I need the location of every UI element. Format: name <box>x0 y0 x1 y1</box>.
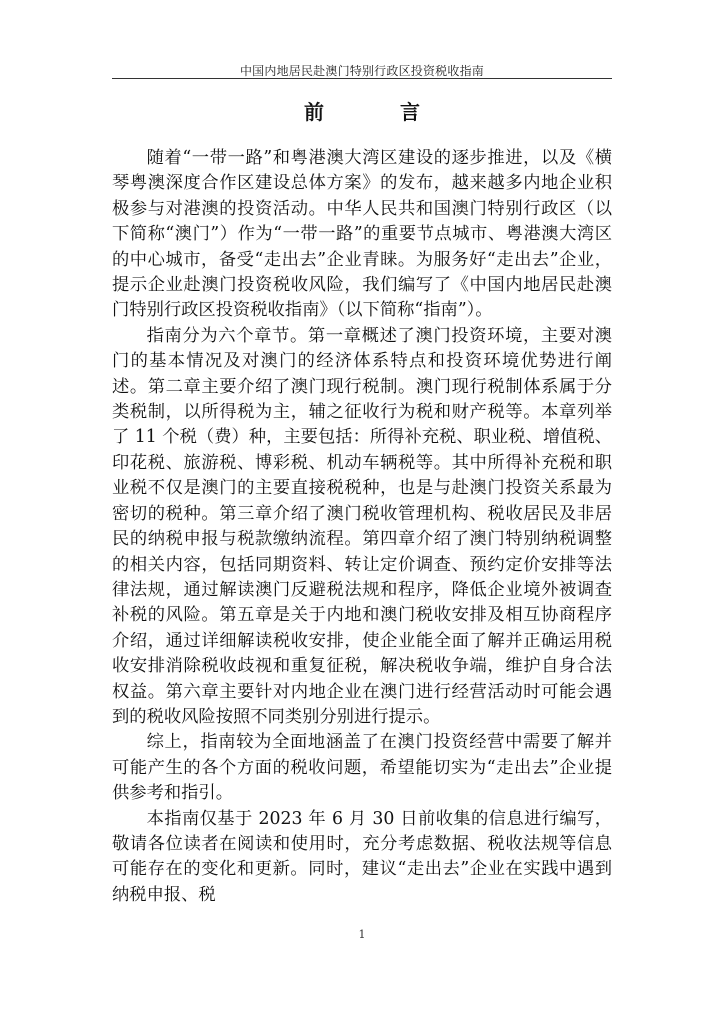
running-header: 中国内地居民赴澳门特别行政区投资税收指南 <box>239 64 484 78</box>
body-text <box>112 146 612 908</box>
paragraph-intro: 随着“一带一路”和粤港澳大湾区建设的逐步推进，以及《横琴粤澳深度合作区建设总体方案》的发布，越来越多内地企业积极参与对港澳的投资活动。中华人民共和国澳门特别行政区（以下简称“澳门”）作为“一带一路”的重要节点城市、粤港澳大湾区的中心城市，备受“走出去”企业青睐。为服务好“走出去”企业，提示企业赴澳门投资税收风险，我们编写了《中国内地居民赴澳门特别行政区投资税收指南》（以下简称“指南”）。 <box>112 148 612 321</box>
paragraph-chapters: 指南分为六个章节。第一章概述了澳门投资环境，主要对澳门的基本情况及对澳门的经济体系特点和投资环境优势进行阐述。第二章主要介绍了澳门现行税制。澳门现行税制体系属于分类税制，以所得税为主，辅之征收行为税和财产税等。本章列举了 11 个税（费）种，主要包括：所得补充税、职业税、增值税、印花税、旅游税、博彩税、机动车辆税等。其中所得补充税和职业税不仅是澳门的主要直接税税种，也是与赴澳门投资关系最为密切的税种。第三章介绍了澳门税收管理机构、税收居民及非居民的纳税申报与税款缴纳流程。第四章介绍了澳门特别纳税调整的相关内容，包括同期资料、转让定价调查、预约定价安排等法律法规，通过解读澳门反避税法规和程序，降低企业境外被调查补税的风险。第五章是关于内地和澳门税收安排及相互协商程序介绍，通过详细解读税收安排，使企业能全面了解并正确运用税收安排消除税收歧视和重复征税，解决税收争端，维护自身合法权益。第六章主要针对内地企业在澳门进行经营活动时可能会遇到的税收风险按照不同类别分别进行提示。 <box>112 325 612 727</box>
page-number: 1 <box>358 928 366 941</box>
paragraph-summary: 综上，指南较为全面地涵盖了在澳门投资经营中需要了解并可能产生的各个方面的税收问题，希望能切实为“走出去”企业提供参考和指引。 <box>112 732 612 804</box>
page-title: 前 言 <box>304 100 448 124</box>
paragraph-disclaimer: 本指南仅基于 2023 年 6 月 30 日前收集的信息进行编写，敬请各位读者在阅读和使用时，充分考虑数据、税收法规等信息可能存在的变化和更新。同时，建议“走出去”企业在实践中遇到纳税申报、税 <box>112 808 612 905</box>
header-divider <box>112 78 612 79</box>
